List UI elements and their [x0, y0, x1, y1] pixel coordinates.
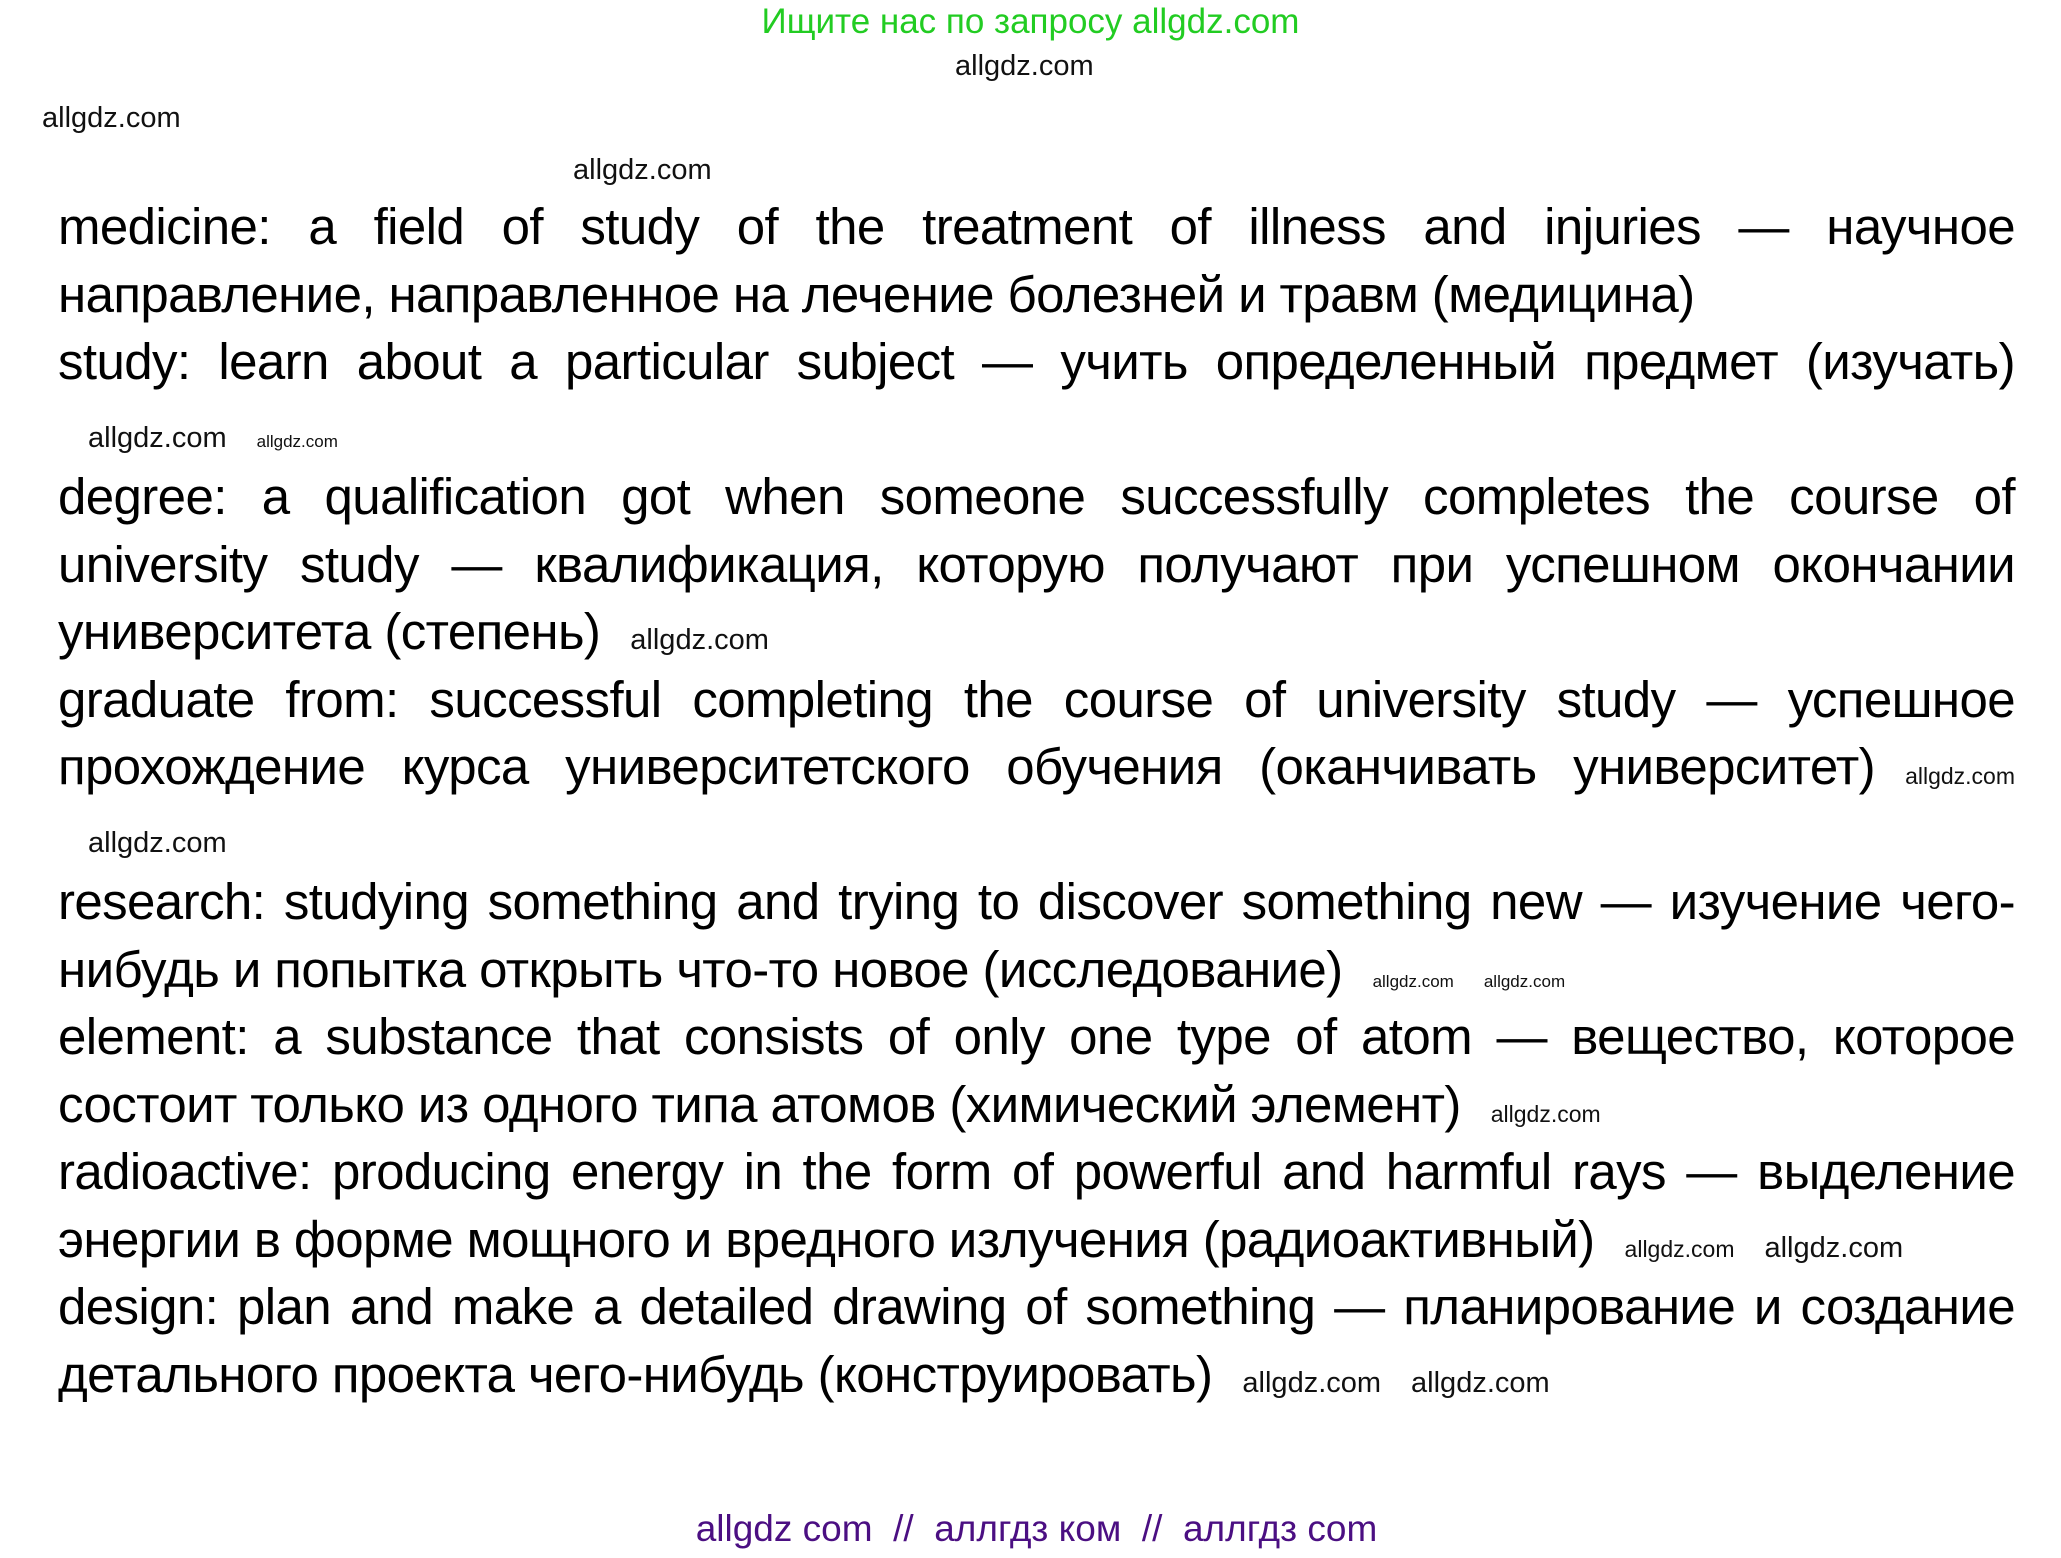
entry-text: research: studying something and trying to discover something new — изучение чего-нибудь и попытка открыть что-то новое (исследование) — [58, 873, 2015, 998]
entry-text: element: a substance that consists of only one type of atom — вещество, которое состоит только из одного типа атомов (химический элемент) — [58, 1008, 2015, 1133]
watermark: allgdz.com — [1764, 1231, 1904, 1264]
entry-text: degree: a qualification got when someone successfully completes the course of university study — квалификация, которую получают при успешном окончании университета (степень) — [58, 468, 2015, 660]
watermark: allgdz.com — [1411, 1366, 1550, 1399]
watermark: allgdz.com — [1483, 971, 1566, 991]
entry-medicine — [58, 193, 2015, 328]
watermark: allgdz.com — [256, 431, 338, 451]
entry-research — [58, 868, 2015, 1003]
watermark: allgdz.com — [630, 624, 769, 656]
entry-degree — [58, 463, 2015, 666]
watermark: allgdz.com — [573, 154, 712, 186]
entry-text: study: learn about a particular subject — учить определенный предмет (изучать) — [58, 333, 2015, 390]
entry-element — [58, 1003, 2015, 1138]
watermark: allgdz.com — [42, 102, 181, 134]
entry-radioactive — [58, 1138, 2015, 1273]
vocabulary-list — [58, 193, 2015, 1408]
entry-text: graduate from: successful completing the course of university study — успешное прохождение курса университетского обучения (оканчивать университет) — [58, 670, 2015, 795]
entry-text: medicine: a field of study of the treatment of illness and injuries — научное направление, направленное на лечение болезней и травм (медицина) — [58, 198, 2015, 323]
watermark: allgdz.com — [1372, 971, 1454, 991]
watermark: allgdz.com — [1624, 1235, 1735, 1262]
search-hint-banner: Ищите нас по запросу allgdz.com — [761, 2, 1300, 41]
watermark: allgdz.com — [1490, 1100, 1601, 1127]
page-body — [58, 193, 2015, 1550]
entry-text: design: plan and make a detailed drawing of something — планирование и создание детального проекта чего-нибудь (конструировать) — [58, 1278, 2015, 1403]
watermark: allgdz.com — [88, 421, 227, 454]
entry-graduate-from — [58, 666, 2015, 869]
entry-design — [58, 1273, 2015, 1408]
watermark: allgdz.com — [88, 826, 227, 859]
footer-watermark: allgdz com // аллгдз ком // аллгдз com — [695, 1508, 1378, 1549]
site-watermark: allgdz.com — [955, 50, 1094, 82]
watermark: allgdz.com — [1905, 763, 2015, 789]
entry-text: radioactive: producing energy in the form of powerful and harmful rays — выделение энергии в форме мощного и вредного излучения (радиоактивный) — [58, 1143, 2015, 1268]
entry-study — [58, 328, 2015, 463]
watermark: allgdz.com — [1242, 1366, 1382, 1399]
